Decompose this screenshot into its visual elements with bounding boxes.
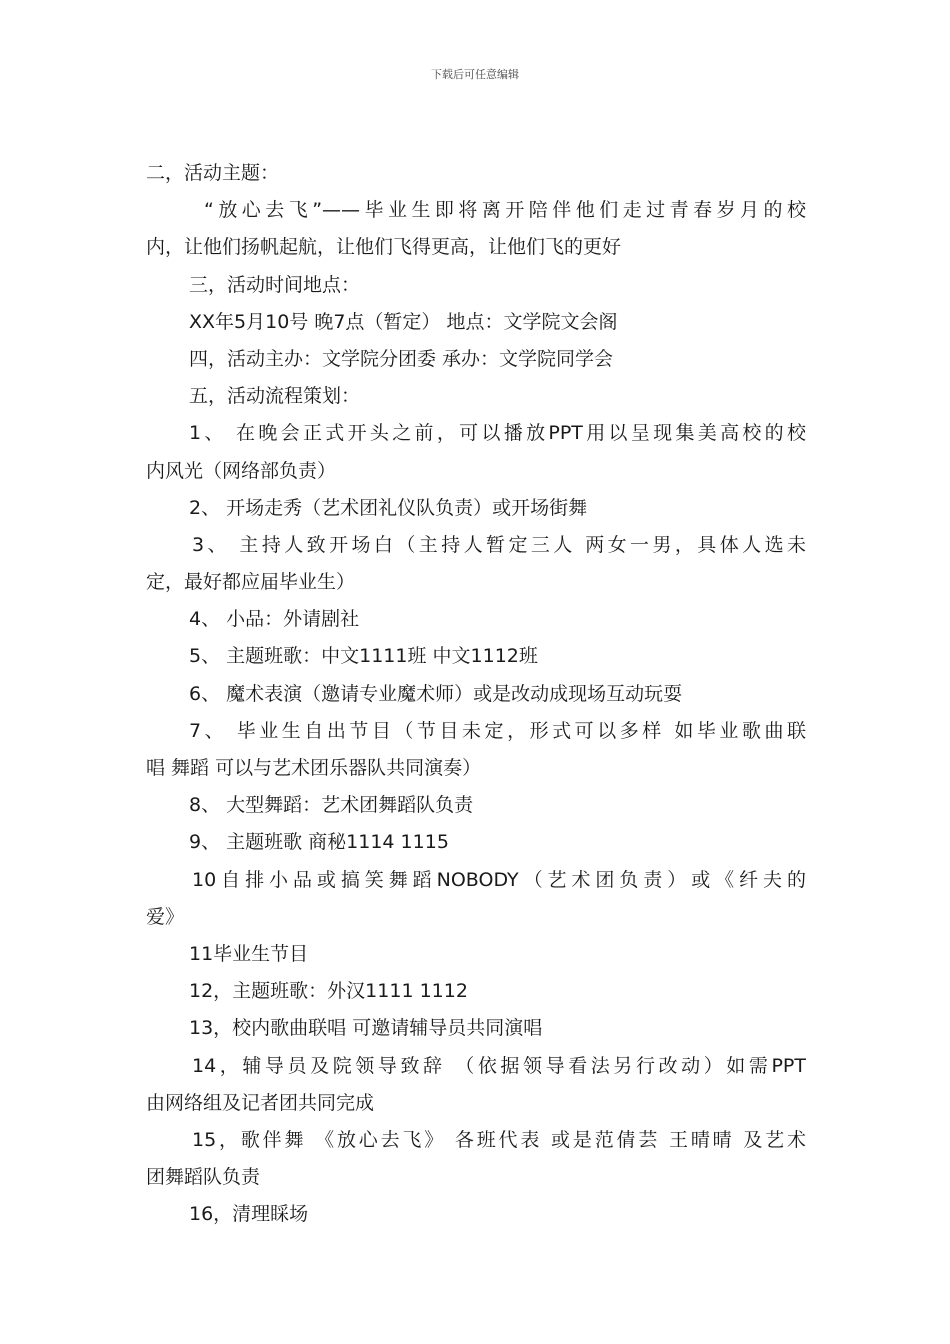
list-item: 14，辅导员及院领导致辞 （依据领导看法另行改动）如需PPT xyxy=(192,1054,806,1077)
list-item: 4、 小品：外请剧社 xyxy=(189,608,360,631)
list-item-continuation: 内风光（网络部负责） xyxy=(146,459,337,482)
list-item: 11毕业生节目 xyxy=(189,942,309,965)
list-item: 15，歌伴舞 《放心去飞》 各班代表 或是范倩芸 王晴晴 及艺术 xyxy=(192,1128,806,1151)
list-item: 5、 主题班歌：中文1111班 中文1112班 xyxy=(189,645,538,668)
section-heading-program: 五，活动流程策划： xyxy=(189,385,361,408)
list-item-continuation: 爱》 xyxy=(146,905,185,928)
document-body xyxy=(146,155,806,1233)
list-item: 13，校内歌曲联唱 可邀请辅导员共同演唱 xyxy=(189,1017,543,1040)
list-item: 16，清理睬场 xyxy=(189,1203,309,1226)
list-item: 9、 主题班歌 商秘1114 1115 xyxy=(189,831,449,854)
list-item: 3、 主持人致开场白（主持人暂定三人 两女一男，具体人选未 xyxy=(192,533,806,556)
list-item: 2、 开场走秀（艺术团礼仪队负责）或开场街舞 xyxy=(189,496,588,519)
list-item-continuation: 由网络组及记者团共同完成 xyxy=(146,1091,375,1114)
paragraph-line: “放心去飞”——毕业生即将离开陪伴他们走过青春岁月的校 xyxy=(204,199,806,222)
list-item-continuation: 定，最好都应届毕业生） xyxy=(146,571,356,594)
list-item-continuation: 团舞蹈队负责 xyxy=(146,1166,261,1189)
list-item: 6、 魔术表演（邀请专业魔术师）或是改动成现场互动玩耍 xyxy=(189,682,683,705)
list-item: 7、 毕业生自出节目（节目未定，形式可以多样 如毕业歌曲联 xyxy=(189,719,806,742)
list-item: 8、 大型舞蹈：艺术团舞蹈队负责 xyxy=(189,794,474,817)
list-item-continuation: 唱 舞蹈 可以与艺术团乐器队共同演奏） xyxy=(146,757,482,779)
header-note: 下载后可任意编辑 xyxy=(431,68,519,81)
section-heading-time-place: 三，活动时间地点： xyxy=(189,273,361,296)
paragraph-line: 内，让他们扬帆起航，让他们飞得更高，让他们飞的更好 xyxy=(146,236,622,259)
list-item: 12，主题班歌：外汉1111 1112 xyxy=(189,980,468,1003)
paragraph-line: XX年5月10号 晚7点（暂定） 地点：文学院文会阁 xyxy=(189,310,618,333)
list-item: 1、 在晚会正式开头之前，可以播放PPT用以呈现集美高校的校 xyxy=(189,422,806,445)
paragraph-line: 四，活动主办：文学院分团委 承办：文学院同学会 xyxy=(189,347,614,370)
section-heading-theme: 二，活动主题： xyxy=(146,162,280,184)
list-item: 10自排小品或搞笑舞蹈NOBODY（艺术团负责）或《纤夫的 xyxy=(192,868,806,891)
